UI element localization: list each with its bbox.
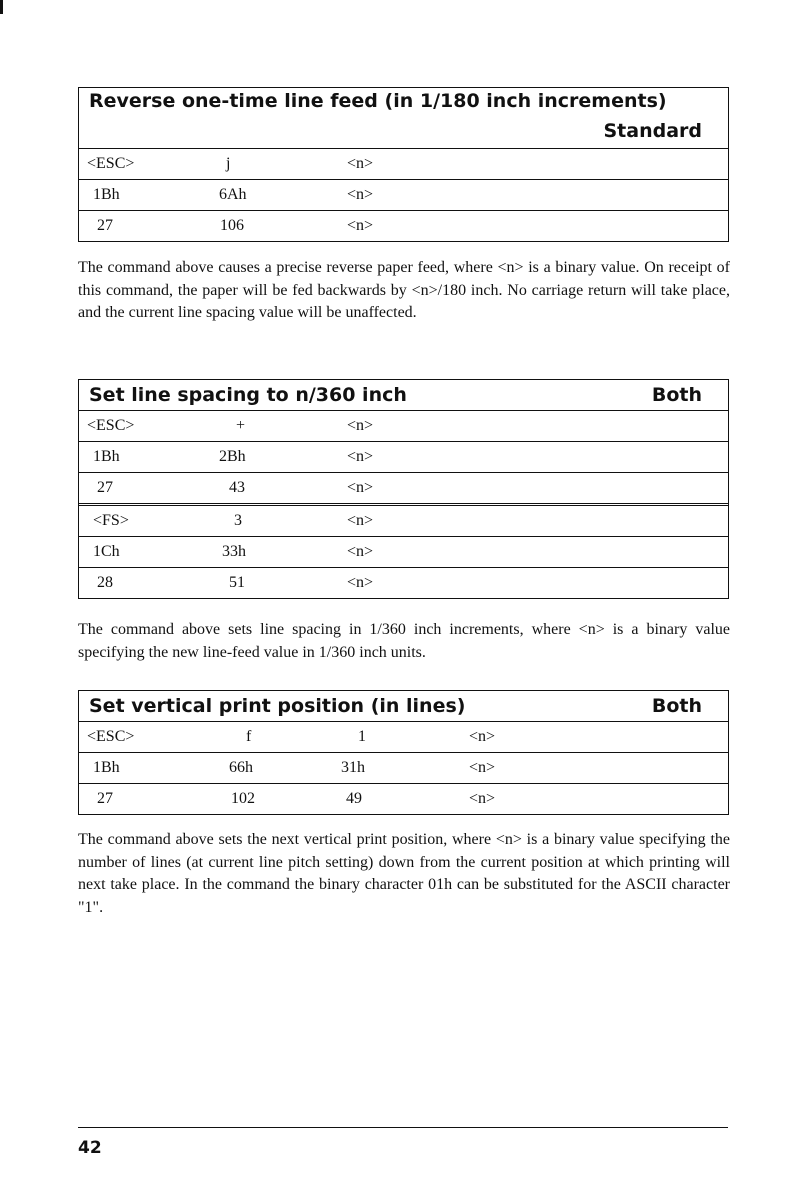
table-cell: 27	[97, 479, 113, 496]
table-cell: <n>	[347, 512, 374, 529]
table-cell: 27	[97, 790, 113, 807]
table-row	[79, 753, 728, 784]
table-cell: <n>	[347, 543, 374, 560]
table-cell: <ESC>	[87, 728, 135, 745]
table-cell: 51	[229, 574, 245, 591]
table-row	[79, 568, 728, 598]
page-number: 42	[78, 1138, 102, 1158]
table-cell: <n>	[347, 155, 374, 172]
table-cell: 27	[97, 217, 113, 234]
table-row	[79, 722, 728, 753]
table-cell: j	[226, 155, 231, 172]
table-cell: <n>	[347, 574, 374, 591]
table-cell: <FS>	[93, 512, 129, 529]
table-cell: +	[236, 417, 246, 434]
table-cell: 66h	[229, 759, 253, 776]
table-cell: <n>	[469, 790, 496, 807]
command-title: Set vertical print position (in lines)	[89, 695, 466, 717]
table-cell: 6Ah	[219, 186, 247, 203]
table-cell: <n>	[347, 448, 374, 465]
table-row	[79, 506, 728, 537]
table-cell: <ESC>	[87, 417, 135, 434]
table-cell: 1Ch	[93, 543, 120, 560]
command-box-reverse-line-feed	[78, 87, 729, 242]
table-cell: <n>	[347, 217, 374, 234]
description-paragraph: The command above sets line spacing in 1/360 inch increments, where <n> is a binary value specifying the new line-feed value in 1/360 inch units.	[78, 621, 730, 661]
table-cell: 1Bh	[93, 759, 120, 776]
table-cell: <n>	[469, 728, 496, 745]
table-row	[79, 442, 728, 473]
table-cell: 2Bh	[219, 448, 246, 465]
table-row	[79, 537, 728, 568]
table-cell: <n>	[469, 759, 496, 776]
table-cell: 1Bh	[93, 186, 120, 203]
command-box-line-spacing	[78, 379, 729, 599]
table-cell: <n>	[347, 186, 374, 203]
table-cell: 1Bh	[93, 448, 120, 465]
command-box-vertical-position	[78, 690, 729, 815]
margin-mark	[0, 0, 3, 14]
table-row	[79, 180, 728, 211]
table-cell: 33h	[222, 543, 246, 560]
table-cell: 31h	[341, 759, 365, 776]
table-cell: 1	[358, 728, 366, 745]
command-mode: Both	[651, 384, 702, 406]
table-cell: <ESC>	[87, 155, 135, 172]
command-mode: Standard	[603, 120, 702, 142]
table-row	[79, 149, 728, 180]
table-cell: 102	[231, 790, 255, 807]
table-row	[79, 473, 728, 506]
command-header	[79, 691, 728, 722]
table-cell: 106	[220, 217, 244, 234]
table-row	[79, 211, 728, 241]
description-paragraph: The command above causes a precise reverse paper feed, where <n> is a binary value. On receipt of this command, the paper will be fed backwards by <n>/180 inch. No carriage return will take place, and the current line spacing value will be unaffected.	[78, 259, 730, 321]
table-row	[79, 411, 728, 442]
table-cell: <n>	[347, 417, 374, 434]
table-cell: 43	[229, 479, 245, 496]
command-title: Set line spacing to n/360 inch	[89, 384, 407, 406]
table-row	[79, 784, 728, 814]
footer-rule	[78, 1127, 728, 1128]
command-title: Reverse one-time line feed (in 1/180 inch increments)	[89, 90, 667, 112]
table-cell: 28	[97, 574, 113, 591]
command-header	[79, 380, 728, 411]
command-mode: Both	[651, 695, 702, 717]
table-cell: 3	[234, 512, 242, 529]
table-cell: f	[246, 728, 252, 745]
table-cell: 49	[346, 790, 362, 807]
table-cell: <n>	[347, 479, 374, 496]
command-header	[79, 88, 728, 149]
description-paragraph: The command above sets the next vertical print position, where <n> is a binary value specifying the number of lines (at current line pitch setting) down from the current position at which printing will next take place. In the command the binary character 01h can be substituted for the ASCII character "1".	[78, 831, 730, 916]
